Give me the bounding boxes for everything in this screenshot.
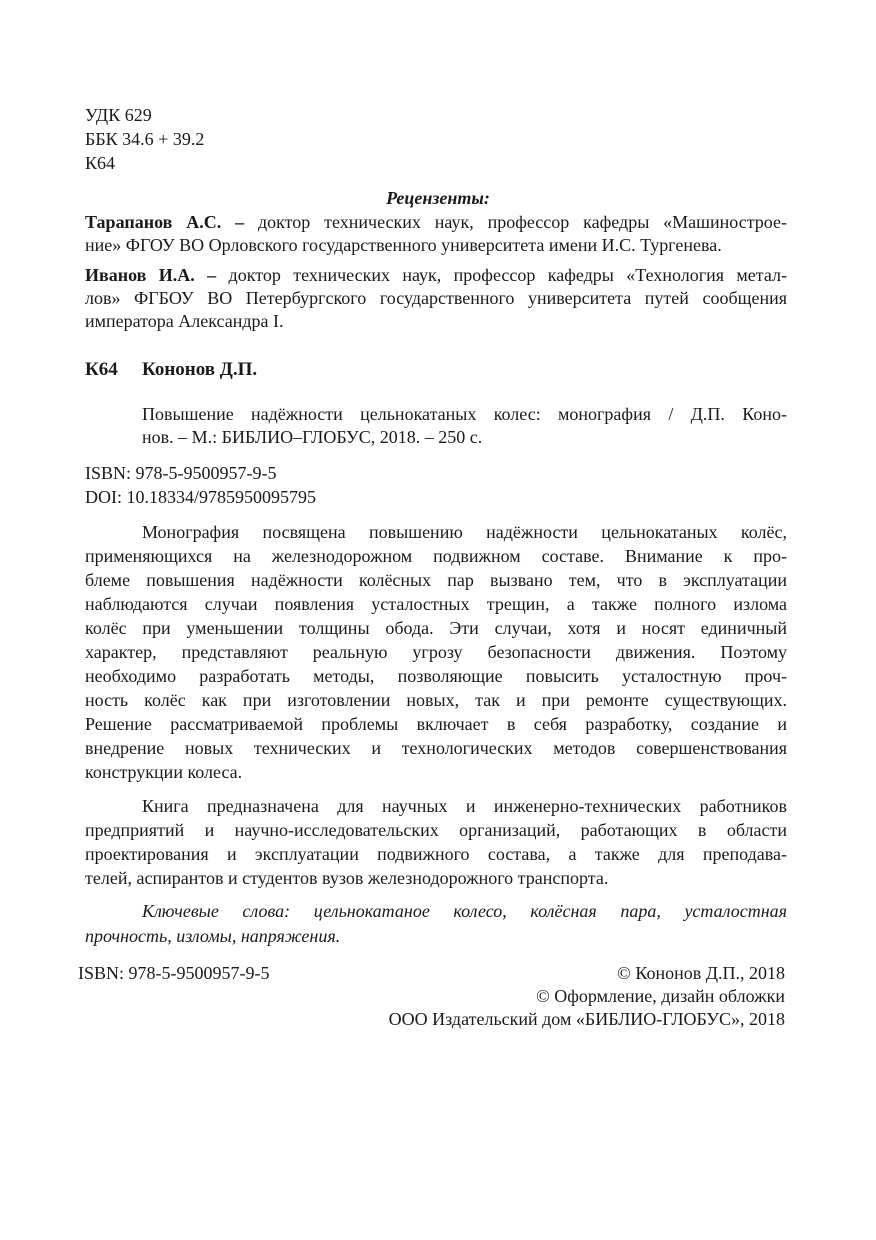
isbn: ISBN: 978-5-9500957-9-5 [85, 463, 277, 483]
audience-line: предприятий и научно-исследовательских организаций, работающих в области [85, 820, 787, 840]
entry-code: К64 [85, 359, 118, 380]
abstract-line: внедрение новых технических и технологических методов совершенствования [85, 738, 787, 758]
entry-author: Кононов Д.П. [142, 359, 258, 380]
reviewer-1-line-1 [85, 211, 787, 233]
copyright-design: © Оформление, дизайн обложки [536, 986, 785, 1006]
copyright-author: © Кононов Д.П., 2018 [617, 963, 785, 983]
audience-line: Книга предназначена для научных и инженерно-технических работников [142, 796, 787, 816]
udk-code: УДК 629 [85, 105, 152, 125]
bbk-code: ББК 34.6 + 39.2 [85, 129, 205, 149]
abstract-line: характер, представляют реальную угрозу безопасности движения. Поэтому [85, 642, 787, 662]
abstract-line: колёс при уменьшении толщины обода. Эти случаи, хотя и носят единичный [85, 618, 787, 638]
reviewer-1-name: Тарапанов А.С. – [85, 212, 245, 232]
abstract-line: Решение рассматриваемой проблемы включает в себя разработку, создание и [85, 714, 787, 734]
footer-isbn: ISBN: 978-5-9500957-9-5 [78, 963, 270, 983]
copyright-publisher: ООО Издательский дом «БИБЛИО-ГЛОБУС», 2018 [388, 1009, 785, 1029]
keywords-line: Ключевые слова: цельнокатаное колесо, колёсная пара, усталостная [142, 901, 787, 921]
entry-desc-line-1: Повышение надёжности цельнокатаных колес: монография / Д.П. Коно- [142, 404, 787, 424]
entry-desc-line-2: нов. – М.: БИБЛИО–ГЛОБУС, 2018. – 250 с. [142, 427, 483, 447]
abstract-line: блеме повышения надёжности колёсных пар вызвано тем, что в эксплуатации [85, 570, 787, 590]
abstract-line: применяющихся на железнодорожном подвижном составе. Внимание к про- [85, 546, 787, 566]
abstract-line: конструкции колеса. [85, 762, 243, 782]
abstract-line: наблюдаются случаи появления усталостных трещин, а также полного излома [85, 594, 787, 614]
reviewer-2-line-3: императора Александра I. [85, 311, 284, 331]
keywords-line: прочность, изломы, напряжения. [85, 926, 341, 946]
abstract-line: ность колёс как при изготовлении новых, так и при ремонте существующих. [85, 690, 787, 710]
abstract-line: Монография посвящена повышению надёжности цельнокатаных колёс, [142, 522, 787, 542]
audience-line: проектирования и эксплуатации подвижного состава, а также для преподава- [85, 844, 787, 864]
reviewer-1-line-2: ние» ФГОУ ВО Орловского государственного университета имени И.С. Тургенева. [85, 235, 722, 255]
reviewer-2-line-2: лов» ФГБОУ ВО Петербургского государственного университета путей сообщения [85, 288, 787, 308]
reviewer-2-name: Иванов И.А. – [85, 265, 217, 285]
abstract-line: необходимо разработать методы, позволяющие повысить усталостную проч- [85, 666, 787, 686]
reviewer-2-desc: доктор технических наук, профессор кафедры «Технология метал- [228, 265, 787, 285]
reviewer-1-desc: доктор технических наук, профессор кафедры «Машинострое- [257, 212, 788, 232]
reviewer-2-line-1 [85, 264, 787, 286]
author-mark: К64 [85, 153, 116, 173]
audience-line: телей, аспирантов и студентов вузов железнодорожного транспорта. [85, 868, 609, 888]
doi: DOI: 10.18334/9785950095795 [85, 487, 316, 507]
reviewers-heading: Рецензенты: [386, 188, 490, 208]
